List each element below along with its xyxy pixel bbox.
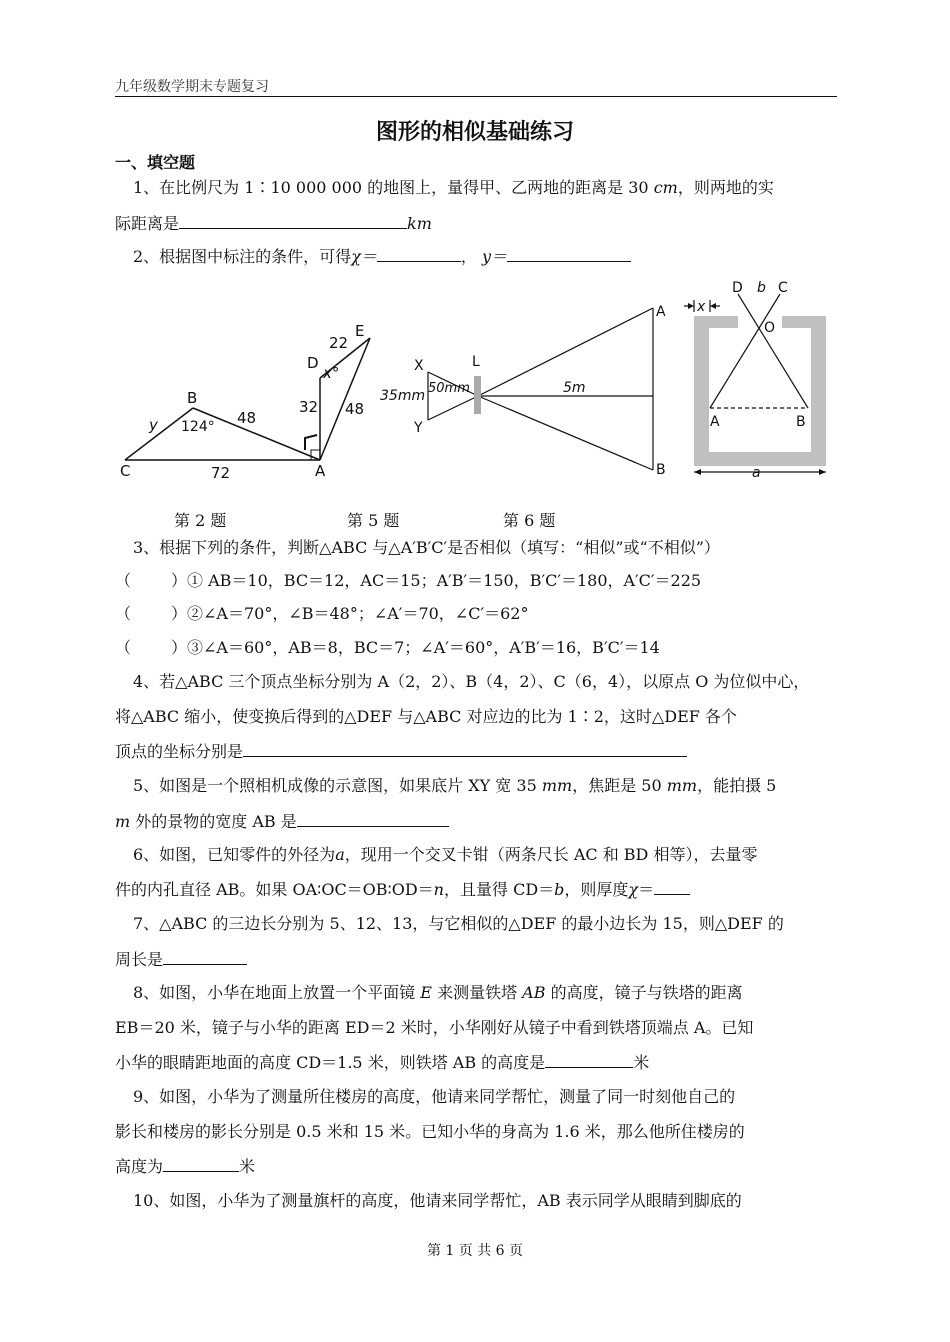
question-4-line-1: 4、若△ABC 三个顶点坐标分别为 A（2，2）、B（4，2）、C（6，4），以原点 O 为位似中心， <box>133 672 810 691</box>
label-de: 22 <box>329 334 349 352</box>
question-10-line-1: 10、如图，小华为了测量旗杆的高度，他请来同学帮忙，AB 表示同学从眼睛到脚底的 <box>133 1191 742 1210</box>
label-d: D <box>732 280 743 296</box>
label-l: L <box>472 354 480 370</box>
page-title: 图形的相似基础练习 <box>375 120 574 145</box>
figure-question-2 <box>115 318 385 483</box>
label-c: C <box>120 462 131 480</box>
label-x: X <box>414 358 424 374</box>
answer-blank[interactable] <box>297 811 449 827</box>
header-rule <box>115 96 837 97</box>
question-8-line-3: 小华的眼睛距地面的高度 CD＝1.5 米，则铁塔 AB 的高度是 米 <box>115 1053 650 1072</box>
question-7-line-2: 周长是 <box>115 949 837 970</box>
caption-fig-5: 第 5 题 <box>347 511 400 530</box>
question-9-line-3: 高度为 米 <box>115 1157 256 1176</box>
label-a-width: a <box>752 465 761 481</box>
label-ad: 32 <box>299 398 319 416</box>
label-ae: 48 <box>345 400 365 418</box>
label-focal: 50mm <box>428 381 470 396</box>
label-b-width: b <box>757 280 766 296</box>
label-d: D <box>307 354 319 372</box>
answer-blank-y[interactable] <box>507 246 631 262</box>
label-angle: 124° <box>181 419 215 435</box>
question-1-line-2: 际距离是 km <box>115 214 432 233</box>
label-b: B <box>187 389 198 407</box>
question-2: 2、根据图中标注的条件，可得χ＝ ， y＝ <box>115 246 855 267</box>
label-ca: 72 <box>211 464 231 482</box>
question-5-line-1: 5、如图是一个照相机成像的示意图，如果底片 XY 宽 35 mm，焦距是 50 mm，能拍摄 5 <box>133 776 777 795</box>
answer-paren[interactable]: （ <box>115 571 132 590</box>
answer-blank[interactable] <box>654 879 690 895</box>
part-cross-section <box>694 316 826 466</box>
label-e: E <box>355 322 365 340</box>
question-7-line-1: 7、△ABC 的三边长分别为 5、12、13，与它相似的△DEF 的最小边长为 15，则△DEF 的 <box>133 914 784 933</box>
answer-blank[interactable] <box>545 1052 633 1068</box>
figure-question-6 <box>680 276 830 486</box>
answer-blank[interactable] <box>163 1156 239 1172</box>
arrow-left <box>688 303 694 309</box>
caliper-arm-db <box>738 294 808 408</box>
label-y: y <box>149 416 158 434</box>
question-9-line-1: 9、如图，小华为了测量所住楼房的高度，他请来同学帮忙，测量了同一时刻他自己的 <box>133 1087 736 1106</box>
caption-fig-6: 第 6 题 <box>503 511 556 530</box>
arrow-right <box>710 303 716 309</box>
answer-paren[interactable]: （ <box>115 638 132 657</box>
lens <box>474 376 481 414</box>
question-3-item-2: （ ）②∠A＝70°，∠B＝48°；∠A′＝70，∠C′＝62° <box>115 604 529 623</box>
label-o: O <box>764 320 776 336</box>
label-x: x° <box>323 364 340 382</box>
question-4-line-3: 顶点的坐标分别是 <box>115 741 837 762</box>
answer-blank[interactable] <box>243 741 687 757</box>
figure-question-5 <box>378 298 674 483</box>
question-1-line-1: 1、在比例尺为 1∶10 000 000 的地图上，量得甲、乙两地的距离是 30 cm，则两地的实 <box>133 178 774 197</box>
label-b: B <box>656 462 666 478</box>
answer-blank[interactable] <box>163 949 247 965</box>
question-6-line-1: 6、如图，已知零件的外径为a，现用一个交叉卡钳（两条尺长 AC 和 BD 相等），去量零 <box>133 845 758 864</box>
question-3-item-1: （ ）① AB＝10，BC＝12，AC＝15；A′B′＝150，B′C′＝180，A′C′＝225 <box>115 571 702 590</box>
caption-fig-2: 第 2 题 <box>174 511 227 530</box>
page-header: 九年级数学期末专题复习 <box>115 79 269 95</box>
label-a: A <box>656 304 666 320</box>
segment-ea <box>320 338 370 460</box>
answer-paren[interactable]: （ <box>115 604 132 623</box>
question-3-intro: 3、根据下列的条件，判断△ABC 与△A′B′C′是否相似（填写：“相似”或“不相似”） <box>133 538 720 557</box>
page-footer: 第 1 页 共 6 页 <box>426 1243 524 1259</box>
label-a: A <box>315 462 326 480</box>
answer-blank[interactable] <box>179 213 407 229</box>
label-ab: 48 <box>237 409 257 427</box>
label-xy: 35mm <box>380 388 426 404</box>
right-angle-mark <box>305 435 317 450</box>
question-8-line-2: EB＝20 米，镜子与小华的距离 ED＝2 米时，小华刚好从镜子中看到铁塔顶端点 A。已知 <box>115 1018 754 1037</box>
label-b: B <box>796 414 806 430</box>
caliper-arm-ca <box>710 294 780 408</box>
question-3-item-3: （ ）③∠A＝60°，AB＝8，BC＝7；∠A′＝60°，A′B′＝16，B′C′＝14 <box>115 638 660 657</box>
question-8-line-1: 8、如图，小华在地面上放置一个平面镜 E 来测量铁塔 AB 的高度，镜子与铁塔的距离 <box>133 983 743 1002</box>
label-c: C <box>778 280 788 296</box>
section-heading: 一、填空题 <box>115 153 196 172</box>
label-x: x <box>697 299 706 315</box>
label-distance: 5m <box>563 380 586 396</box>
question-6-line-2: 件的内孔直径 AB。如果 OA∶OC＝OB∶OD＝n，且量得 CD＝b，则厚度χ＝ <box>115 879 837 900</box>
label-y: Y <box>414 420 423 436</box>
question-5-line-2: m 外的景物的宽度 AB 是 <box>115 811 837 832</box>
question-4-line-2: 将△ABC 缩小，使变换后得到的△DEF 与△ABC 对应边的比为 1∶2，这时△DEF 各个 <box>115 707 737 726</box>
question-9-line-2: 影长和楼房的影长分别是 0.5 米和 15 米。已知小华的身高为 1.6 米，那么他所住楼房的 <box>115 1122 745 1141</box>
label-a: A <box>710 414 720 430</box>
answer-blank-x[interactable] <box>377 246 461 262</box>
